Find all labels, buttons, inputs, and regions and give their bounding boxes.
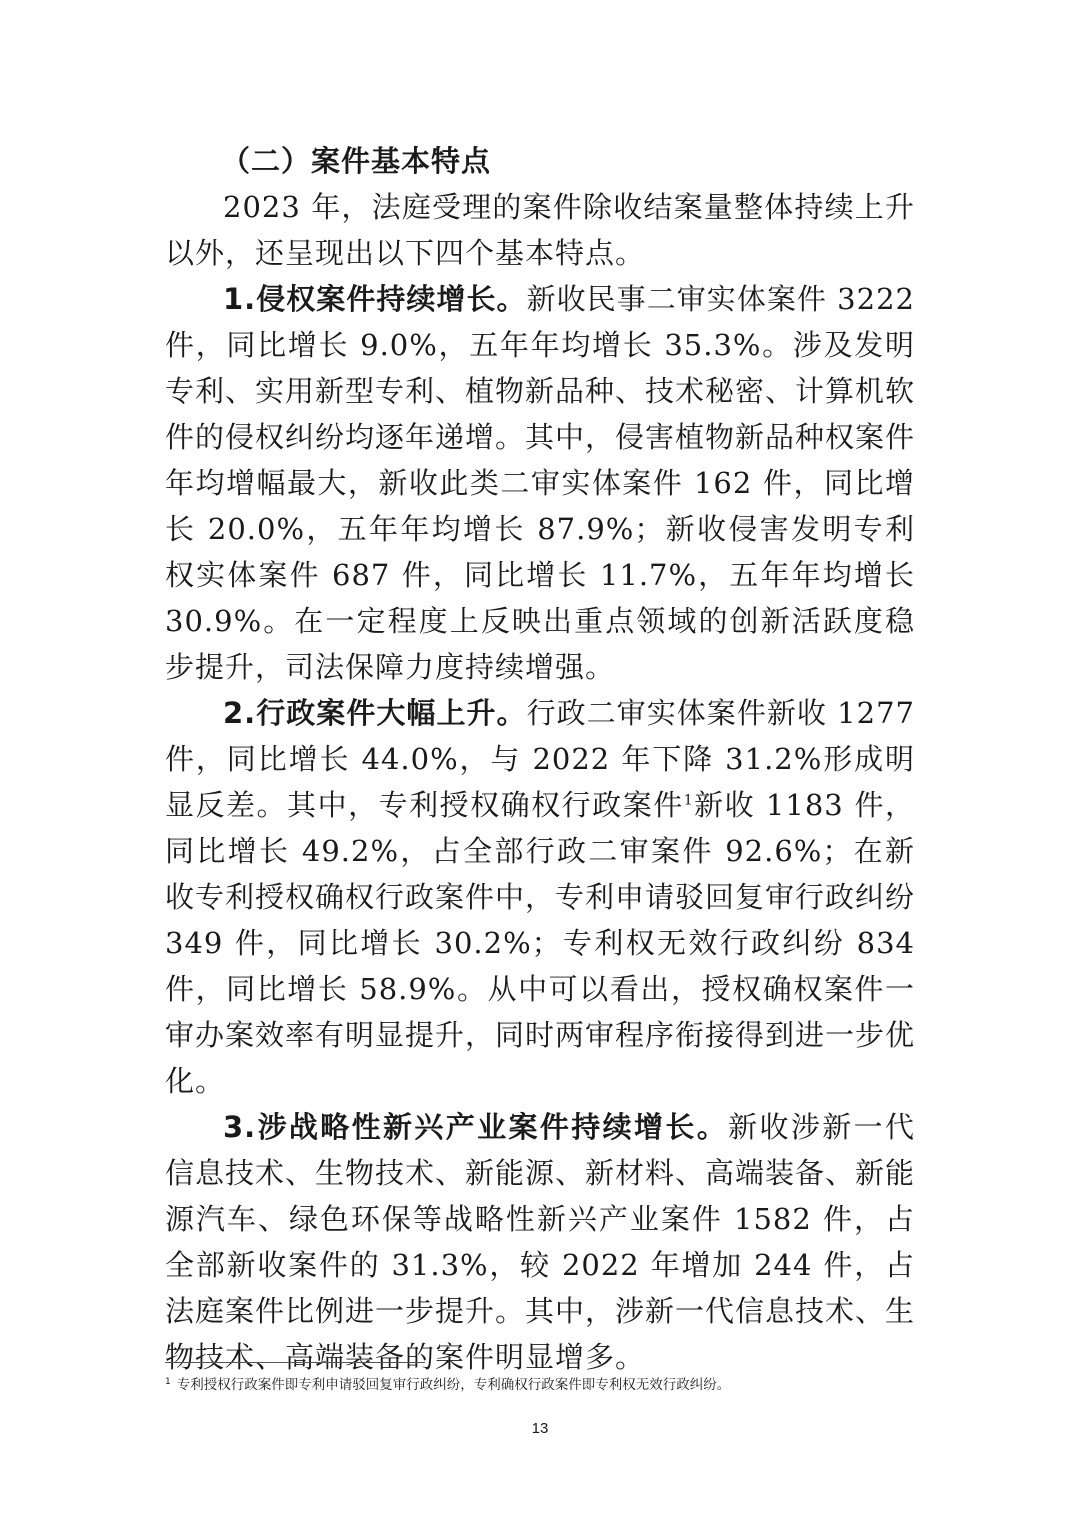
paragraph-body-infringement: 新收民事二审实体案件 3222 件，同比增长 9.0%，五年年均增长 35.3%。涉及发明专利、实用新型专利、植物新品种、技术秘密、计算机软件的侵权纠纷均逐年递增。其中，侵害植物新品种权案件年均增幅最大，新收此类二审实体案件 162 件，同比增长 20.0%，五年年均增长 87.9%；新收侵害发明专利权实体案件 687 件，同比增长 11.7%，五年年均增长 30.9%。在一定程度上反映出重点领域的创新活跃度稳步提升，司法保障力度持续增强。 bbox=[165, 282, 916, 684]
paragraph-lead-infringement: 1.侵权案件持续增长。 bbox=[223, 282, 527, 316]
footnote-marker: 1 bbox=[165, 1376, 171, 1387]
footnote bbox=[165, 1375, 915, 1395]
paragraph-administrative bbox=[165, 690, 915, 1104]
paragraph-body-strategic-industries: 新收涉新一代信息技术、生物技术、新能源、新材料、高端装备、新能源汽车、绿色环保等战略性新兴产业案件 1582 件，占全部新收案件的 31.3%，较 2022 年增加 244 件，占法庭案件比例进一步提升。其中，涉新一代信息技术、生物技术、高端装备的案件明显增多。 bbox=[165, 1110, 916, 1374]
page-number: 13 bbox=[531, 1420, 549, 1437]
paragraph-lead-administrative: 2.行政案件大幅上升。 bbox=[223, 696, 527, 730]
footnote-text: 专利授权行政案件即专利申请驳回复审行政纠纷，专利确权行政案件即专利权无效行政纠纷。 bbox=[176, 1377, 731, 1393]
section-heading: （二）案件基本特点 bbox=[221, 144, 492, 178]
paragraph-lead-strategic-industries: 3.涉战略性新兴产业案件持续增长。 bbox=[223, 1110, 729, 1144]
paragraph-infringement bbox=[165, 276, 915, 690]
page-body bbox=[165, 138, 915, 1380]
paragraph-strategic-industries bbox=[165, 1104, 915, 1380]
footnote-reference[interactable]: 1 bbox=[683, 792, 694, 809]
paragraph-body-administrative-part2: 新收 1183 件，同比增长 49.2%，占全部行政二审案件 92.6%；在新收专利授权确权行政案件中，专利申请驳回复审行政纠纷 349 件，同比增长 30.2%；专利权无效行政纠纷 834 件，同比增长 58.9%。从中可以看出，授权确权案件一审办案效率有明显提升，同时两审程序衔接得到进一步优化。 bbox=[165, 788, 916, 1098]
paragraph-body-administrative-part1: 行政二审实体案件新收 1277 件，同比增长 44.0%，与 2022 年下降 31.2%形成明显反差。其中，专利授权确权行政案件 bbox=[165, 696, 915, 822]
footnote-divider bbox=[165, 1362, 425, 1363]
paragraph-intro: 2023 年，法庭受理的案件除收结案量整体持续上升以外，还呈现出以下四个基本特点。 bbox=[165, 190, 915, 270]
